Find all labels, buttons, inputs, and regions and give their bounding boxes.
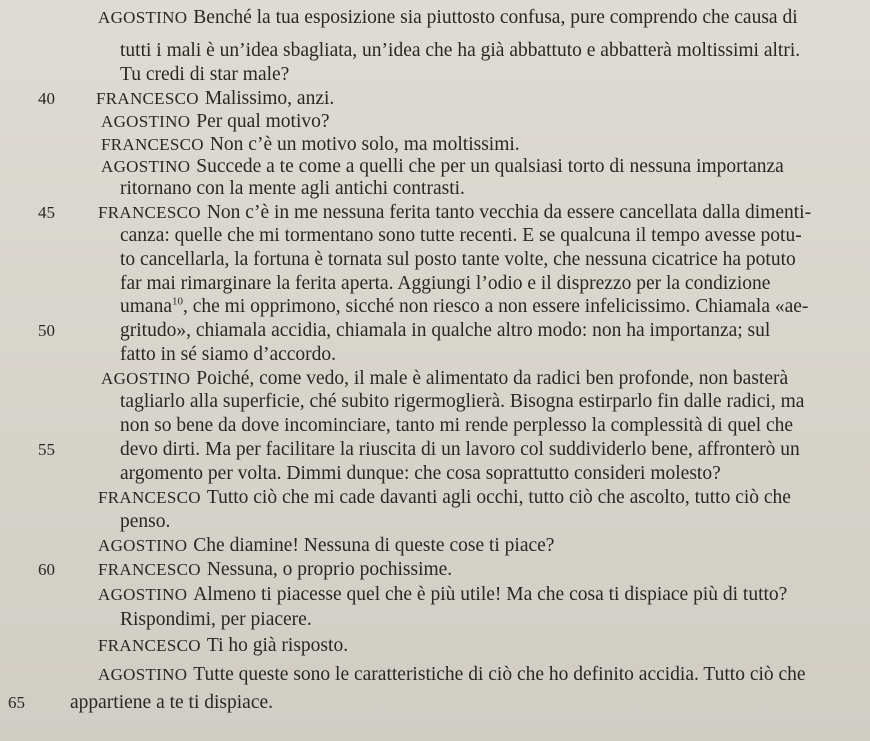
line-text: Malissimo, anzi. (204, 88, 335, 109)
line-text: fatto in sé siamo d’accordo. (120, 344, 337, 365)
line-text: umana (120, 296, 172, 317)
line-text: Rispondimi, per piacere. (120, 609, 312, 630)
line-text: Succede a te come a quelli che per un qualsiasi torto di nessuna importanza (196, 156, 784, 177)
speaker-label: AGOSTINO (98, 585, 188, 604)
speaker-label: FRANCESCO (98, 488, 201, 507)
speaker-label: AGOSTINO (101, 369, 191, 388)
speaker-label: FRANCESCO (96, 89, 199, 108)
line-text: Poiché, come vedo, il male è alimentato da radici ben profonde, non basterà (196, 368, 789, 389)
speaker-label: FRANCESCO (98, 560, 201, 579)
line-number: 65 (8, 693, 25, 712)
speaker-label: AGOSTINO (98, 536, 188, 555)
line-number: 55 (38, 440, 55, 459)
text-line (0, 3, 870, 33)
line-number: 45 (38, 203, 55, 222)
text-line (0, 660, 870, 690)
footnote-marker: 10 (171, 295, 183, 308)
line-text: Non c’è un motivo solo, ma moltissimi. (209, 134, 520, 155)
line-number: 50 (38, 321, 55, 340)
speaker-label: AGOSTINO (101, 112, 191, 131)
line-text: Che diamine! Nessuna di queste cose ti piace? (193, 535, 555, 556)
line-text: far mai rimarginare la ferita aperta. Aggiungi l’odio e il disprezzo per la condizione (120, 273, 771, 294)
speaker-label: FRANCESCO (101, 135, 204, 154)
line-text: devo dirti. Ma per facilitare la riuscita di un lavoro col suddividerlo bene, affronterò un (120, 439, 800, 460)
line-text: Benché la tua esposizione sia piuttosto confusa, pure comprendo che causa di (193, 7, 798, 28)
line-text: Ti ho già risposto. (206, 635, 349, 656)
line-text: Tu credi di star male? (120, 64, 290, 85)
line-text: Non c’è in me nessuna ferita tanto vecchia da essere cancellata dalla dimenti- (206, 202, 812, 223)
line-text: appartiene a te ti dispiace. (70, 692, 274, 713)
text-line (0, 631, 870, 661)
speaker-label: FRANCESCO (98, 203, 201, 222)
speaker-label: AGOSTINO (98, 8, 188, 27)
line-text: canza: quelle che mi tormentano sono tutte recenti. E se qualcuna il tempo avesse potu- (120, 225, 802, 246)
line-text: gritudo», chiamala accidia, chiamala in qualche altro modo: non ha importanza; sul (120, 320, 771, 341)
speaker-label: FRANCESCO (98, 636, 201, 655)
text-line (0, 688, 870, 718)
speaker-label: AGOSTINO (101, 157, 191, 176)
line-number: 40 (38, 89, 55, 108)
line-text: ritornano con la mente agli antichi contrasti. (120, 178, 465, 199)
line-text: Tutto ciò che mi cade davanti agli occhi, tutto ciò che ascolto, tutto ciò che (206, 487, 791, 508)
line-text: tagliarlo alla superficie, ché subito rigermoglierà. Bisogna estirparlo fin dalle radici, ma (120, 391, 805, 412)
line-text: Almeno ti piacesse quel che è più utile! Ma che cosa ti dispiace più di tutto? (193, 584, 788, 605)
line-text: penso. (120, 511, 171, 532)
line-text: argomento per volta. Dimmi dunque: che cosa soprattutto consideri molesto? (120, 463, 721, 484)
speaker-label: AGOSTINO (98, 665, 188, 684)
line-text: Tutte queste sono le caratteristiche di ciò che ho definito accidia. Tutto ciò che (193, 664, 806, 685)
line-number: 60 (38, 560, 55, 579)
line-text: Per qual motivo? (196, 111, 330, 132)
line-text: non so bene da dove incominciare, tanto mi rende perplesso la complessità di quel che (120, 415, 794, 436)
line-text: tutti i mali è un’idea sbagliata, un’idea che ha già abbattuto e abbatterà moltissimi altri. (120, 40, 801, 61)
line-text: to cancellarla, la fortuna è tornata sul posto tante volte, che nessuna cicatrice ha potuto (120, 249, 796, 270)
line-text: Nessuna, o proprio pochissime. (206, 559, 453, 580)
line-text: , che mi opprimono, sicché non riesco a non essere infelicissimo. Chiamala «ae- (182, 296, 809, 317)
